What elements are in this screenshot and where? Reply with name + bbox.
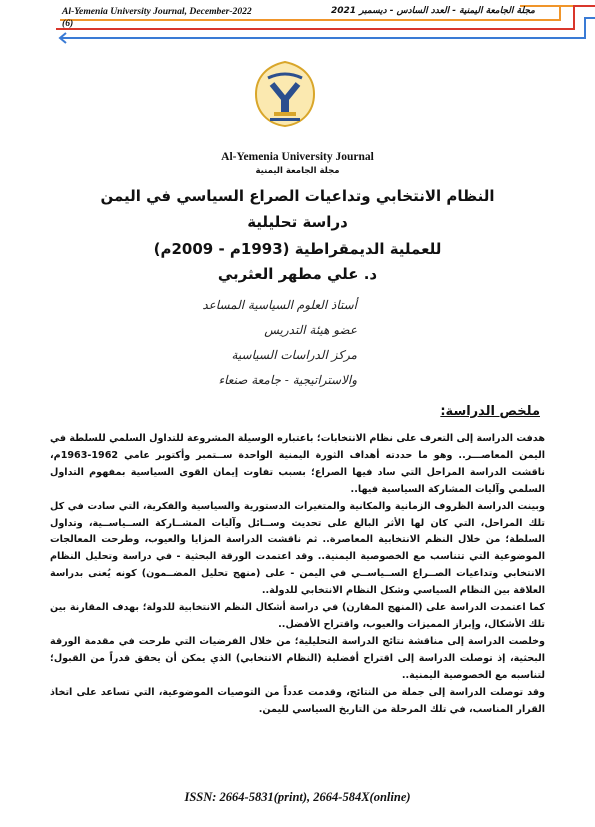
issn-footer: ISSN: 2664-5831(print), 2664-584X(online) [184,790,411,804]
author-affiliation-4: والاستراتيجية - جامعة صنعاء [218,373,357,387]
abstract-paragraph: وخلصت الدراسة إلى مناقشة نتائج الدراسة التحليلية؛ من خلال الفرضيات التي طرحت في مقدمة الورقة البحثية، إذ توصلت الدراسة إلى اقتراح أفضلية (النظام الانتخابي) الذي يمكن أن يحقق قدراً من القبول؛ لتناسبه مع الخصوصية اليمنية.. [50,635,545,681]
journal-name-ar: مجلة الجامعة اليمنية [255,166,340,176]
abstract-paragraph: كما اعتمدت الدراسة على (المنهج المقارن) في دراسة أشكال النظم الانتخابية للدولة؛ بهدف المقارنة بين تلك الأشكال، وإبراز المميزات والعيوب، واقتراح الأفضل.. [50,602,545,630]
header-journal-ar: مجلة الجامعة اليمنية - العدد السادس - ديسمبر 2021 [331,6,535,16]
header-journal-en [62,6,292,30]
university-seal-icon [252,60,318,128]
author-affiliation-2: عضو هيئة التدريس [264,323,357,337]
abstract-paragraph: وبينت الدراسة الظروف الزمانية والمكانية والمتغيرات الدستورية والسياسية والفكرية، التي سادت في كل تلك المراحل، التي كان لها الأثر البالغ على تحديث وســائل وآليات المشــاركة الســياســية، وتداول السلطة؛ من خلال النظم الانتخابية المعاصرة.. ثم ناقشت الدراسة المزايا والعيوب، وطرحت المعالجات الموضوعية التي تتناسب مع الخصوصية اليمنية.. وقد اعتمدت الورقة البحثية - في دراسة وتحليل النظام الانتخابي وتداعيات الصــراع الســياســي في اليمن - على (منهج تحليل المضــمون) كونه يُعنى بدراسة العلاقة بين النظام السياسي وشكل النظام الانتخابي للدولة.. [50,500,545,597]
header-left-line1: Al-Yemenia University Journal, December-2022 [62,6,252,17]
header-left-line2: (6) [62,18,74,29]
abstract-paragraph: هدفت الدراسة إلى التعرف على نظام الانتخابات؛ باعتباره الوسيلة المشروعة للتداول السلمي للسلطة في اليمن المعاصـــر.. وهو ما حددته أهداف الثورة اليمنية الواحدة ســتمبر وأكتوبر عامي 1962-1963م، ناقشت الدراسة المراحل التي ساد فيها الصراع؛ بسبب تفاوت إيمان القوى السياسية بمفهوم التداول السلمي وآليات المشاركة السياسية فيها.. [50,433,545,495]
author-name: د. علي مطهر العثربي [217,265,378,283]
author-affiliation-3: مركز الدراسات السياسية [231,348,357,362]
author-affiliation-1: أستاذ العلوم السياسية المساعد [202,298,357,312]
abstract-paragraph: وقد توصلت الدراسة إلى جملة من النتائج، وقدمت عدداً من التوصيات الموضوعية، التي تساعد على اتخاذ القرار المناسب، في تلك المرحلة من التاريخ السياسي لليمن. [50,686,545,715]
abstract-heading: ملخص الدراسة: [440,404,540,419]
title-line-3: للعملية الديمقراطية (1993م - 2009م) [153,240,442,258]
journal-name-en: Al-Yemenia University Journal [221,151,374,163]
title-line-1: النظام الانتخابي وتداعيات الصراع السياسي في اليمن [100,187,495,205]
abstract-body [50,431,545,718]
title-line-2: دراسة تحليلية [247,213,348,231]
